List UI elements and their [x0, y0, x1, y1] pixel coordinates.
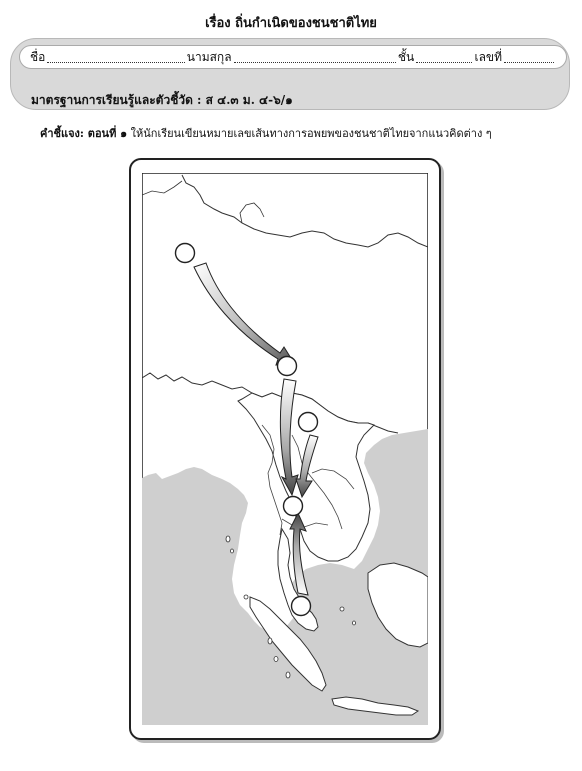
- answer-circle-4[interactable]: [284, 497, 303, 516]
- student-fields-row: [19, 45, 567, 69]
- name-field[interactable]: [47, 52, 184, 63]
- surname-field[interactable]: [234, 52, 396, 63]
- name-label: ชื่อ: [30, 49, 46, 64]
- surname-label: นามสกุล: [186, 49, 232, 64]
- answer-circle-5[interactable]: [292, 597, 311, 616]
- number-label: เลขที่: [474, 49, 503, 64]
- migration-map-frame: [129, 158, 441, 740]
- answer-circle-3[interactable]: [299, 413, 318, 432]
- class-label: ชั้น: [397, 49, 415, 64]
- answer-circle-2[interactable]: [278, 357, 297, 376]
- migration-map: [142, 173, 428, 725]
- student-info-panel: [10, 38, 570, 110]
- instruction-heading: คำชี้แจง: ตอนที่ ๑: [40, 127, 128, 140]
- learning-standard: มาตรฐานการเรียนรู้และตัวชี้วัด : ส ๔.๓ ม. ๔-๖/๑: [31, 93, 293, 107]
- worksheet-title: เรื่อง ถิ่นกำเนิดของชนชาติไทย: [205, 16, 377, 31]
- answer-circle-1[interactable]: [176, 244, 195, 263]
- class-field[interactable]: [416, 52, 472, 63]
- instruction: [40, 124, 492, 142]
- number-field[interactable]: [504, 52, 554, 63]
- instruction-text: ให้นักเรียนเขียนหมายเลขเส้นทางการอพยพของชนชาติไทยจากแนวคิดต่าง ๆ: [127, 127, 492, 140]
